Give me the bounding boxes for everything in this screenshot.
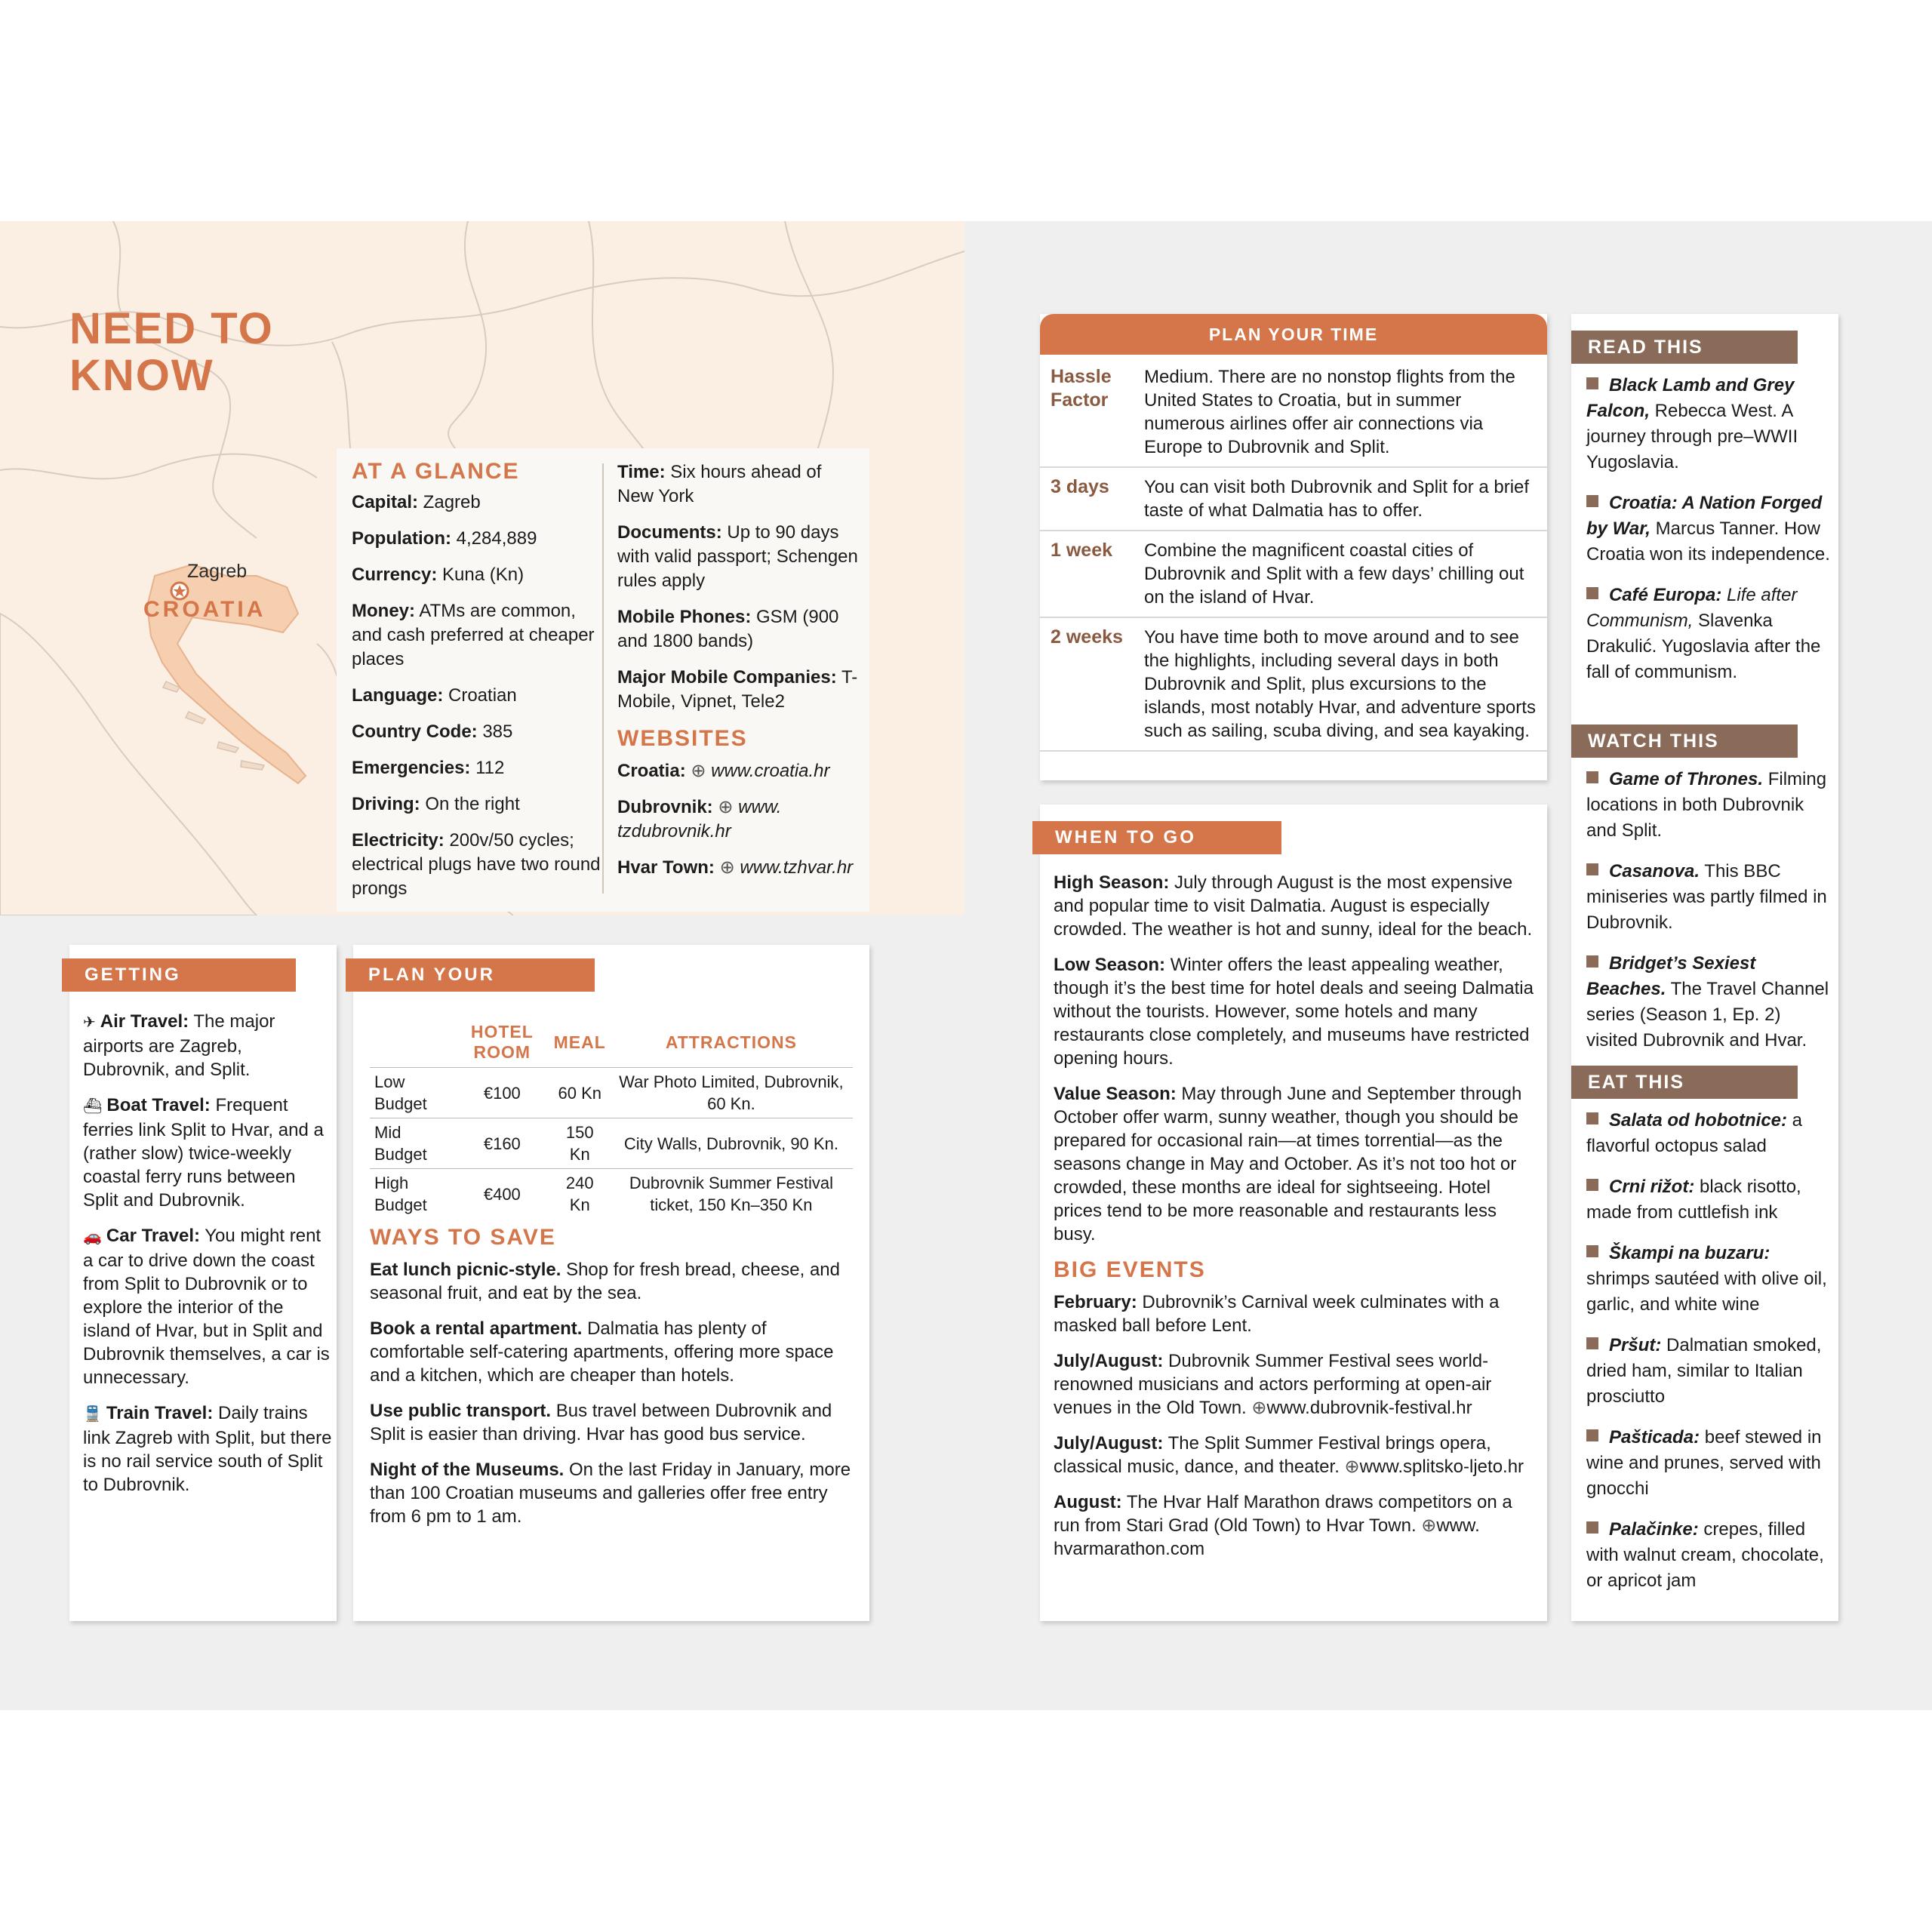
bullet-square-icon (1586, 1245, 1598, 1257)
globe-icon: ⊕ (1344, 1457, 1360, 1477)
item-title: Pršut: (1609, 1335, 1662, 1355)
budget-row (370, 1118, 853, 1169)
glance-fact (352, 599, 608, 672)
ferry-icon: ⛴ (83, 1098, 103, 1115)
page-title (69, 306, 274, 399)
budget-column-header: MEAL (553, 1032, 606, 1052)
glance-fact-label: Emergencies: (352, 758, 471, 778)
saving-tip-text: On the last Friday in January, more than 100 Croatian museums and galleries offer free entry from 6 pm to 1 am. (370, 1460, 851, 1527)
train-icon: 🚆 (83, 1406, 102, 1423)
glance-fact-label: Driving: (352, 794, 420, 814)
budget-table (370, 1017, 853, 1219)
airplane-icon: ✈ (83, 1014, 96, 1031)
bullet-square-icon (1586, 1337, 1598, 1349)
watch-this-item (1586, 859, 1831, 936)
travel-mode-text: You might rent a car to drive down the coast from Split to Dubrovnik or to explore the interior of the island of Hvar, but in Split and Dubrovnik themselves, a car is unnecessary. (83, 1226, 330, 1388)
glance-fact-text: 200v/50 cycles; electrical plugs have two round prongs (352, 830, 601, 899)
glance-fact (617, 605, 859, 654)
website-link[interactable]: www.croatia.hr (711, 761, 830, 781)
budget-level: Mid Budget (370, 1118, 454, 1169)
column-divider (602, 463, 604, 894)
glance-fact (617, 666, 859, 714)
at-a-glance-title: AT A GLANCE (352, 459, 520, 484)
item-text: Slavenka Drakulić. Yugoslavia after the fall of communism. (1586, 611, 1821, 682)
travel-mode (83, 1010, 332, 1081)
travel-mode-label: Boat Travel: (106, 1095, 211, 1115)
meal-cost: 240 Kn (550, 1169, 610, 1220)
glance-fact-text: Six hours ahead of New York (617, 462, 822, 506)
at-a-glance-left (352, 459, 608, 913)
travel-mode (83, 1401, 332, 1497)
website-label: Hvar Town: (617, 857, 715, 878)
event-item (1054, 1432, 1537, 1478)
item-text: a flavorful octopus salad (1586, 1110, 1803, 1156)
duration-text: You have time both to move around and to see the highlights, including several days in both Dubrovnik and Split, plus excursions to the islands, most notably Hvar, and adventure sports such as sailing, scuba diving, and sea kayaking. (1144, 627, 1536, 741)
big-events-title: BIG EVENTS (1054, 1257, 1206, 1282)
bullet-square-icon (1586, 587, 1598, 599)
saving-tip-label: Eat lunch picnic-style. (370, 1260, 561, 1280)
duration-label: 2 weeks (1051, 626, 1123, 648)
event-item-label: July/August: (1054, 1351, 1164, 1371)
read-this-list (1586, 373, 1831, 700)
budget-level: Low Budget (370, 1068, 454, 1118)
plan-time-header: PLAN YOUR TIME (1040, 314, 1547, 355)
hotel-cost: €100 (454, 1068, 550, 1118)
bullet-square-icon (1586, 1521, 1598, 1534)
glance-fact-label: Population: (352, 528, 451, 549)
plan-time-row (1040, 358, 1547, 468)
event-item-label: February: (1054, 1292, 1137, 1312)
budget-column-header (370, 1017, 454, 1068)
item-subtitle: Life after Communism, (1586, 585, 1798, 631)
map-city-label: Zagreb (187, 561, 248, 582)
ways-to-save-title: WAYS TO SAVE (370, 1225, 556, 1250)
glance-fact-text: Up to 90 days with valid passport; Schengen rules apply (617, 522, 858, 591)
hotel-cost: €400 (454, 1169, 550, 1220)
glance-fact (352, 684, 608, 708)
season-item (1054, 871, 1537, 941)
eat-this-item (1586, 1108, 1831, 1159)
event-link[interactable]: www.splitsko-ljeto.hr (1359, 1457, 1524, 1477)
saving-tip-text: Dalmatia has plenty of comfortable self-catering apartments, offering more space and a kitchen, which are cheaper than hotels. (370, 1318, 834, 1386)
website-label: Croatia: (617, 761, 686, 781)
car-icon: 🚗 (83, 1229, 102, 1245)
season-item-label: Low Season: (1054, 955, 1166, 975)
item-title: Café Europa: (1609, 585, 1722, 605)
getting-around-list (83, 1010, 332, 1509)
glance-fact-text: 385 (477, 721, 513, 742)
when-to-go-header: WHEN TO GO (1032, 821, 1281, 854)
bullet-square-icon (1586, 1429, 1598, 1441)
travel-mode-text: Daily trains link Zagreb with Split, but there is no rail service south of Split to Dubrovnik. (83, 1403, 332, 1495)
season-item-text: July through August is the most expensive and popular time to visit Dalmatia. August is especially crowded. The weather is hot and sunny, ideal for the beach. (1054, 872, 1533, 940)
bullet-square-icon (1586, 863, 1598, 875)
glance-fact-label: Capital: (352, 492, 419, 512)
item-title: Crni rižot: (1609, 1177, 1695, 1197)
glance-fact (352, 527, 608, 551)
glance-fact-text: ATMs are common, and cash preferred at cheaper places (352, 601, 595, 669)
glance-fact (352, 563, 608, 587)
glance-fact (352, 792, 608, 817)
plan-time-row (1040, 468, 1547, 531)
bullet-square-icon (1586, 955, 1598, 968)
event-link[interactable]: www. hvarmarathon.com (1054, 1515, 1480, 1559)
attraction-cost: War Photo Limited, Dubrovnik, 60 Kn. (610, 1068, 853, 1118)
saving-tip (370, 1458, 853, 1528)
duration-text: Medium. There are no nonstop flights from the United States to Croatia, but in summer numerous airlines offer air connections via Europe to Dubrovnik and Split. (1144, 367, 1515, 457)
plan-time-rows (1040, 358, 1547, 752)
getting-around-card (69, 945, 337, 1621)
item-title: Pašticada: (1609, 1427, 1700, 1447)
glance-fact-label: Documents: (617, 522, 722, 543)
duration-label: 3 days (1051, 476, 1109, 497)
budget-table-wrap (370, 1017, 853, 1219)
glance-fact (352, 829, 608, 901)
eat-this-header: EAT THIS (1571, 1066, 1798, 1099)
season-item-label: High Season: (1054, 872, 1170, 893)
globe-icon: ⊕ (1251, 1398, 1267, 1418)
eat-this-item (1586, 1425, 1831, 1502)
travel-mode-label: Car Travel: (106, 1226, 200, 1246)
budget-header: PLAN YOUR BUDGET (346, 958, 595, 992)
event-item (1054, 1491, 1537, 1561)
travel-mode (83, 1224, 332, 1389)
budget-row (370, 1068, 853, 1118)
travel-mode-label: Train Travel: (106, 1403, 214, 1423)
glance-fact (352, 720, 608, 744)
budget-column-header: ATTRACTIONS (665, 1032, 797, 1052)
when-to-go-card (1040, 804, 1547, 1621)
glance-fact-label: Currency: (352, 565, 438, 585)
item-title: Casanova. (1609, 861, 1700, 881)
season-item-label: Value Season: (1054, 1084, 1177, 1104)
plan-time-row (1040, 618, 1547, 752)
website-link[interactable]: www.tzhvar.hr (740, 857, 854, 878)
item-text: This BBC miniseries was partly filmed in Dubrovnik. (1586, 861, 1827, 933)
eat-this-item (1586, 1174, 1831, 1226)
glance-fact-text: Zagreb (418, 492, 481, 512)
bullet-square-icon (1586, 771, 1598, 783)
eat-this-item (1586, 1241, 1831, 1318)
map-country-label: CROATIA (143, 597, 266, 622)
glance-fact-text: 4,284,889 (451, 528, 537, 549)
bullet-square-icon (1586, 1112, 1598, 1124)
eat-this-item (1586, 1517, 1831, 1594)
duration-text: You can visit both Dubrovnik and Split for a brief taste of what Dalmatia has to offer. (1144, 477, 1530, 521)
saving-tip (370, 1258, 853, 1305)
event-item (1054, 1291, 1537, 1337)
duration-label: Hassle Factor (1051, 366, 1112, 411)
getting-around-header: GETTING AROUND (62, 958, 296, 992)
event-item (1054, 1349, 1537, 1420)
globe-icon: ⊕ (1421, 1515, 1437, 1536)
glance-fact (352, 491, 608, 515)
glance-fact-text: Croatian (443, 685, 517, 706)
glance-fact (352, 756, 608, 780)
glance-fact-text: 112 (470, 758, 505, 778)
travel-mode-text: The major airports are Zagreb, Dubrovnik, and Split. (83, 1011, 275, 1080)
item-text: Dalmatian smoked, dried ham, similar to Italian prosciutto (1586, 1335, 1822, 1407)
attraction-cost: Dubrovnik Summer Festival ticket, 150 Kn–350 Kn (610, 1169, 853, 1220)
globe-icon: ⊕ (712, 797, 739, 817)
watch-this-item (1586, 767, 1831, 844)
plan-time-card (1040, 314, 1547, 780)
item-text: Marcus Tanner. How Croatia won its independence. (1586, 518, 1830, 565)
item-title: Palačinke: (1609, 1519, 1699, 1540)
budget-column-header: HOTEL ROOM (470, 1022, 534, 1062)
event-link[interactable]: www.dubrovnik-festival.hr (1266, 1398, 1472, 1418)
season-item (1054, 1082, 1537, 1246)
item-text: crepes, filled with walnut cream, chocolate, or apricot jam (1586, 1519, 1824, 1591)
event-item-label: August: (1054, 1492, 1122, 1512)
eat-this-list (1586, 1108, 1831, 1609)
item-text: The Travel Channel series (Season 1, Ep. 2) visited Dubrovnik and Hvar. (1586, 979, 1829, 1051)
read-this-item (1586, 583, 1831, 685)
bullet-square-icon (1586, 1179, 1598, 1191)
item-title: Croatia: A Nation Forged by War, (1586, 493, 1823, 539)
travel-mode-label: Air Travel: (100, 1011, 189, 1032)
item-title: Game of Thrones. (1609, 769, 1764, 789)
glance-fact-label: Electricity: (352, 830, 445, 851)
meal-cost: 150 Kn (550, 1118, 610, 1169)
recommendations-card (1571, 314, 1838, 1621)
saving-tip-text: Bus travel between Dubrovnik and Split is easier than driving. Hvar has good bus service. (370, 1401, 832, 1444)
saving-tip-label: Book a rental apartment. (370, 1318, 583, 1339)
globe-icon: ⊕ (714, 857, 740, 878)
budget-row (370, 1169, 853, 1220)
read-this-item (1586, 373, 1831, 475)
title-line-1: NEED TO (69, 304, 274, 353)
saving-tip (370, 1317, 853, 1387)
item-text: black risotto, made from cuttlefish ink (1586, 1177, 1801, 1223)
saving-tip (370, 1399, 853, 1446)
read-this-item (1586, 491, 1831, 568)
website-item (617, 795, 859, 844)
item-text: Filming locations in both Dubrovnik and Split. (1586, 769, 1827, 841)
bullet-square-icon (1586, 377, 1598, 389)
glance-fact-label: Mobile Phones: (617, 607, 752, 627)
watch-this-item (1586, 951, 1831, 1054)
item-text: shrimps sautéed with olive oil, garlic, and white wine (1586, 1269, 1827, 1315)
travel-mode (83, 1094, 332, 1212)
saving-tip-label: Night of the Museums. (370, 1460, 565, 1480)
bullet-square-icon (1586, 495, 1598, 507)
glance-fact-label: Time: (617, 462, 666, 482)
hotel-cost: €160 (454, 1118, 550, 1169)
event-item-text: Dubrovnik Summer Festival sees world-renowned musicians and actors performing at open-air venues in the Old Town. (1054, 1351, 1492, 1418)
event-item-text: The Split Summer Festival brings opera, classical music, dance, and theater. (1054, 1433, 1491, 1477)
season-item (1054, 953, 1537, 1070)
attraction-cost: City Walls, Dubrovnik, 90 Kn. (610, 1118, 853, 1169)
season-item-text: May through June and September through October offer warm, sunny weather, though you should be prepared for occasional rain—at times torrential—as the seasons change in May and October. As it’s not too hot or crowded, these months are ideal for sightseeing. Hotel prices tend to be more reasonable and restaurants less busy. (1054, 1084, 1522, 1244)
at-a-glance-panel (337, 448, 869, 912)
glance-fact-text: T-Mobile, Vipnet, Tele2 (617, 667, 858, 712)
website-link[interactable]: www. tzdubrovnik.hr (617, 797, 782, 841)
website-item (617, 856, 859, 880)
at-a-glance-right (617, 460, 859, 892)
item-title: Bridget’s Sexiest Beaches. (1586, 953, 1756, 999)
glance-fact-label: Money: (352, 601, 415, 621)
website-item (617, 759, 859, 783)
globe-icon: ⊕ (685, 761, 712, 781)
item-title: Salata od hobotnice: (1609, 1110, 1788, 1131)
read-this-header: READ THIS (1571, 331, 1798, 364)
glance-fact (617, 521, 859, 593)
budget-card (353, 945, 869, 1621)
glance-fact-text: On the right (420, 794, 520, 814)
duration-text: Combine the magnificent coastal cities of Dubrovnik and Split with a few days’ chilling out on the island of Hvar. (1144, 540, 1524, 608)
meal-cost: 60 Kn (550, 1068, 610, 1118)
saving-tip-label: Use public transport. (370, 1401, 552, 1421)
glance-fact-label: Language: (352, 685, 444, 706)
travel-mode-text: Frequent ferries link Split to Hvar, and a (rather slow) twice-weekly coastal ferry runs between Split and Dubrovnik. (83, 1095, 324, 1211)
season-item-text: Winter offers the least appealing weather, though it’s the best time for hotel deals and seeing Dalmatia without the tourists. However, some hotels and many restaurants close completely, and museums have restricted opening hours. (1054, 955, 1534, 1069)
plan-time-row (1040, 531, 1547, 618)
event-item-text: Dubrovnik’s Carnival week culminates with a masked ball before Lent. (1054, 1292, 1500, 1336)
glance-fact (617, 460, 859, 509)
websites-title: WEBSITES (617, 726, 748, 751)
when-to-go-body (1054, 871, 1537, 1573)
item-text: Rebecca West. A journey through pre–WWII Yugoslavia. (1586, 401, 1798, 472)
item-title: Škampi na buzaru: (1609, 1243, 1770, 1263)
website-label: Dubrovnik: (617, 797, 713, 817)
ways-to-save (370, 1226, 853, 1540)
event-item-text: The Hvar Half Marathon draws competitors on a run from Stari Grad (Old Town) to Hvar Town. (1054, 1492, 1512, 1536)
item-title: Black Lamb and Grey Falcon, (1586, 375, 1795, 421)
event-item-label: July/August: (1054, 1433, 1164, 1454)
saving-tip-text: Shop for fresh bread, cheese, and seasonal fruit, and eat by the sea. (370, 1260, 840, 1303)
watch-this-header: WATCH THIS (1571, 724, 1798, 758)
budget-level: High Budget (370, 1169, 454, 1220)
glance-fact-label: Country Code: (352, 721, 478, 742)
title-line-2: KNOW (69, 351, 214, 400)
glance-fact-text: GSM (900 and 1800 bands) (617, 607, 839, 651)
glance-fact-label: Major Mobile Companies: (617, 667, 837, 688)
eat-this-item (1586, 1333, 1831, 1410)
duration-label: 1 week (1051, 540, 1113, 561)
glance-fact-text: Kuna (Kn) (437, 565, 525, 585)
item-text: beef stewed in wine and prunes, served with gnocchi (1586, 1427, 1822, 1499)
watch-this-list (1586, 767, 1831, 1069)
